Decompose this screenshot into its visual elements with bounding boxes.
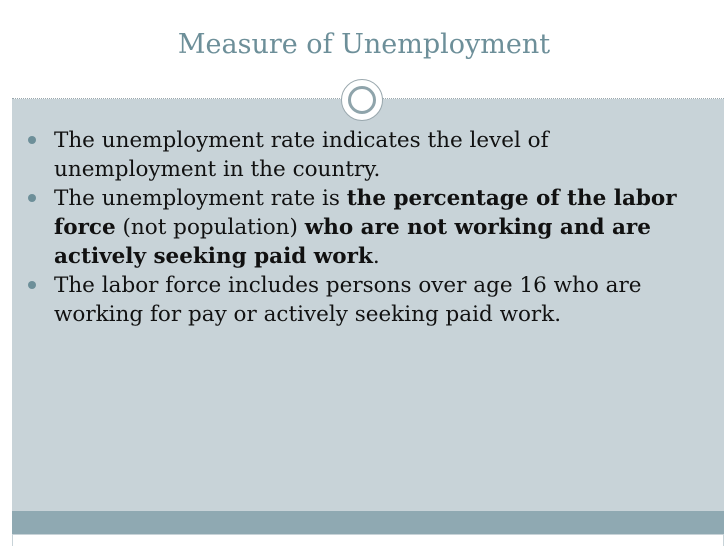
bullet-dot-icon	[28, 136, 36, 144]
circle-ornament-ring	[348, 86, 376, 114]
bullet-text-1-part-1: The unemployment rate indicates the level of unemployment in the country.	[54, 128, 549, 182]
bullet-item-2	[12, 184, 712, 271]
circle-ornament-icon	[341, 79, 383, 121]
bullet-item-1	[12, 126, 712, 184]
bullet-text-2-part-2: the percentage of the labor force	[54, 186, 677, 240]
bullet-text-2-part-1: The unemployment rate is	[54, 186, 347, 211]
slide-title: Measure of Unemployment	[177, 29, 551, 60]
bullet-dot-icon	[28, 194, 36, 202]
bullet-text-3-part-1: The labor force includes persons over age 16 who are working for pay or actively seeking paid work.	[54, 273, 642, 327]
bullet-text-2-part-4: who are not working and are actively seeking paid work	[54, 215, 651, 269]
bullet-text-2-part-3: (not population)	[115, 215, 305, 240]
bullet-list	[12, 126, 712, 329]
bullet-text-2-part-5: .	[372, 244, 380, 269]
footer-bar	[12, 511, 724, 534]
footer-line	[12, 534, 724, 535]
bullet-dot-icon	[28, 281, 36, 289]
bullet-item-3	[12, 271, 712, 329]
